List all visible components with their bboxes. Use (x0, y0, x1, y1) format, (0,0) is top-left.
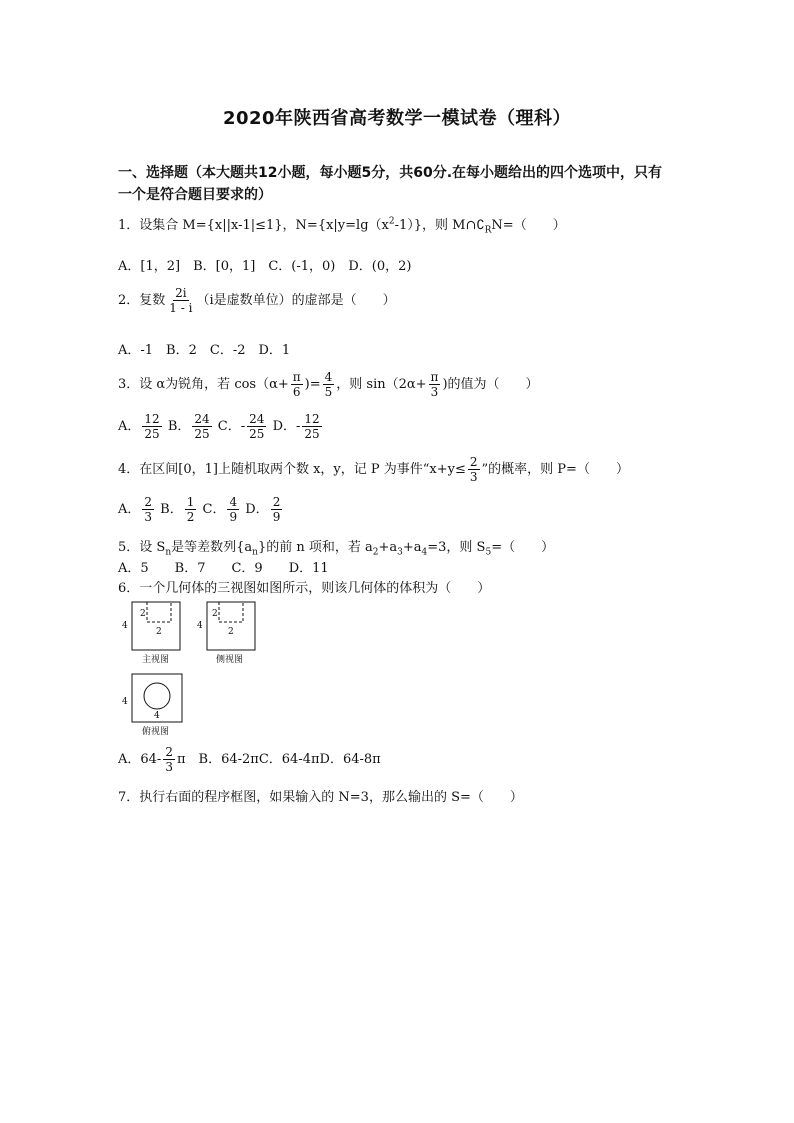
q3-option-b-num: 24 (194, 412, 210, 426)
question-1 (118, 214, 566, 236)
q3-option-d-label: D．- (272, 419, 301, 434)
q5-text-1: 5．设 S (118, 540, 166, 555)
q2-post: （i是虚数单位）的虚部是（ ） (196, 293, 396, 308)
q5-sub-6: 5 (485, 547, 492, 558)
question-4 (118, 455, 629, 484)
q3-option-c-frac (247, 412, 266, 441)
q1-text-c: N=（ ） (491, 218, 566, 233)
q3-option-a-label: A． (118, 419, 141, 434)
q5-sub-5: 4 (421, 547, 428, 558)
q3-text-2: )= (304, 377, 321, 392)
side-view-label: 侧视图 (216, 655, 244, 665)
q4-option-c-num: 4 (229, 495, 238, 509)
q3-frac-3-num: π (430, 370, 439, 384)
q6-option-a-frac (163, 745, 175, 774)
q3-option-d-num: 12 (304, 412, 320, 426)
q5-sub-1: n (165, 547, 172, 558)
q1-sub: R (484, 225, 492, 236)
q3-text-1: 3．设 α为锐角，若 cos（α+ (118, 377, 289, 392)
q3-option-d-den: 25 (304, 427, 320, 441)
q3-option-c-den: 25 (249, 427, 265, 441)
three-view-figure (118, 598, 268, 738)
question-5-options: A．5 B．7 C．9 D．11 (118, 561, 329, 576)
q6-option-a-den: 3 (165, 760, 173, 774)
q3-option-d-frac (302, 412, 321, 441)
top-dim-4-bottom: 4 (154, 711, 160, 721)
q3-option-c-num: 24 (249, 412, 265, 426)
q5-sub-4: 3 (397, 547, 403, 558)
q4-text-1: 4．在区间[0，1]上随机取两个数 x，y，记 P 为事件“x+y≤ (118, 462, 466, 477)
q4-text-2: ”的概率，则 P=（ ） (481, 462, 629, 477)
q2-fraction (167, 286, 194, 315)
front-dim-2-bottom: 2 (156, 627, 162, 637)
q4-option-d-den: 9 (272, 510, 281, 524)
q3-frac-2 (323, 370, 335, 399)
question-3 (118, 370, 539, 399)
q5-text-5: +a (402, 540, 422, 555)
q4-option-d-frac (271, 495, 283, 524)
q4-frac-num: 2 (469, 455, 478, 469)
q4-option-a-label: A． (118, 502, 141, 517)
q2-pre: 2．复数 (118, 293, 166, 308)
q1-text-b: -1）}，则 M∩∁ (394, 218, 485, 233)
side-view (197, 602, 255, 665)
q3-frac-3-den: 3 (430, 385, 439, 399)
q4-frac (468, 455, 480, 484)
q3-frac-2-den: 5 (324, 385, 333, 399)
front-dim-4: 4 (122, 621, 128, 631)
q3-option-b-den: 25 (194, 427, 210, 441)
q6-option-a-pre: A．64- (118, 752, 162, 767)
q4-option-c-den: 9 (229, 510, 238, 524)
q3-frac-3 (429, 370, 441, 399)
side-dim-2-left: 2 (212, 609, 218, 619)
q4-option-d-label: D． (245, 502, 269, 517)
section-heading-line-2: 一个是符合题目要求的） (118, 187, 272, 203)
side-dim-2-bottom: 2 (228, 627, 234, 637)
section-heading-line-1: 一、选择题（本大题共12小题，每小题5分，共60分.在每小题给出的四个选项中，只有 (118, 165, 663, 181)
q3-frac-1-den: 6 (292, 385, 301, 399)
q6-options-rest: B．64-2πC．64-4πD．64-8π (185, 752, 381, 767)
q3-option-c-label: C．- (217, 419, 246, 434)
q4-option-a-den: 3 (144, 510, 153, 524)
q1-text-a: 1．设集合 M={x||x-1|≤1}，N={x|y=lg（x (118, 218, 389, 233)
q3-option-b-label: B． (167, 419, 191, 434)
top-view (122, 674, 182, 737)
q3-text-3: ，则 sin（2α+ (336, 377, 427, 392)
q4-option-c-label: C． (202, 502, 226, 517)
question-2 (118, 286, 396, 315)
q4-option-b-label: B． (160, 502, 183, 517)
q4-option-b-num: 1 (186, 495, 195, 509)
q4-option-b-den: 2 (186, 510, 195, 524)
q5-text-2: 是等差数列{a (171, 540, 253, 555)
question-5 (118, 536, 554, 558)
q2-fraction-num: 2i (175, 286, 187, 300)
q2-fraction-den: 1 - i (169, 301, 193, 315)
q4-option-b-frac (185, 495, 197, 524)
q3-option-a-frac (142, 412, 161, 441)
front-dim-2-left: 2 (140, 609, 146, 619)
q1-sup: 2 (388, 216, 395, 227)
question-3-options (118, 412, 324, 441)
q4-option-a-num: 2 (144, 495, 153, 509)
q6-option-a-post: π (176, 752, 186, 767)
q4-frac-den: 3 (469, 470, 478, 484)
q3-frac-2-num: 4 (324, 370, 333, 384)
question-7: 7．执行右面的程序框图，如果输入的 N=3，那么输出的 S=（ ） (118, 790, 523, 805)
q5-sub-2: n (252, 547, 258, 558)
top-view-label: 俯视图 (142, 727, 170, 737)
q3-frac-1-num: π (292, 370, 301, 384)
q4-option-c-frac (227, 495, 239, 524)
q5-text-3: }的前 n 项和，若 a (257, 540, 373, 555)
side-dim-4: 4 (197, 621, 203, 631)
q3-option-a-num: 12 (144, 412, 160, 426)
question-1-options: A．[1，2] B．[0，1] C．(-1，0) D．(0，2) (118, 259, 412, 274)
q4-option-d-num: 2 (272, 495, 281, 509)
question-2-options: A．-1 B．2 C．-2 D．1 (118, 343, 291, 358)
q3-text-4: )的值为（ ） (442, 377, 539, 392)
q5-text-7: =（ ） (491, 540, 555, 555)
front-view-label: 主视图 (142, 655, 170, 665)
page-title: 2020年陕西省高考数学一模试卷（理科） (222, 108, 572, 129)
q5-text-4: +a (378, 540, 398, 555)
q3-frac-1 (291, 370, 303, 399)
question-6: 6．一个几何体的三视图如图所示，则该几何体的体积为（ ） (118, 581, 491, 596)
q6-option-a-num: 2 (165, 745, 173, 759)
top-dim-4-left: 4 (122, 697, 128, 707)
question-4-options (118, 495, 284, 524)
q3-option-b-frac (192, 412, 211, 441)
q3-option-a-den: 25 (144, 427, 160, 441)
q5-sub-3: 2 (372, 547, 379, 558)
q5-text-6: =3，则 S (427, 540, 486, 555)
q4-option-a-frac (142, 495, 154, 524)
front-view (122, 602, 180, 665)
question-6-options (118, 745, 381, 774)
